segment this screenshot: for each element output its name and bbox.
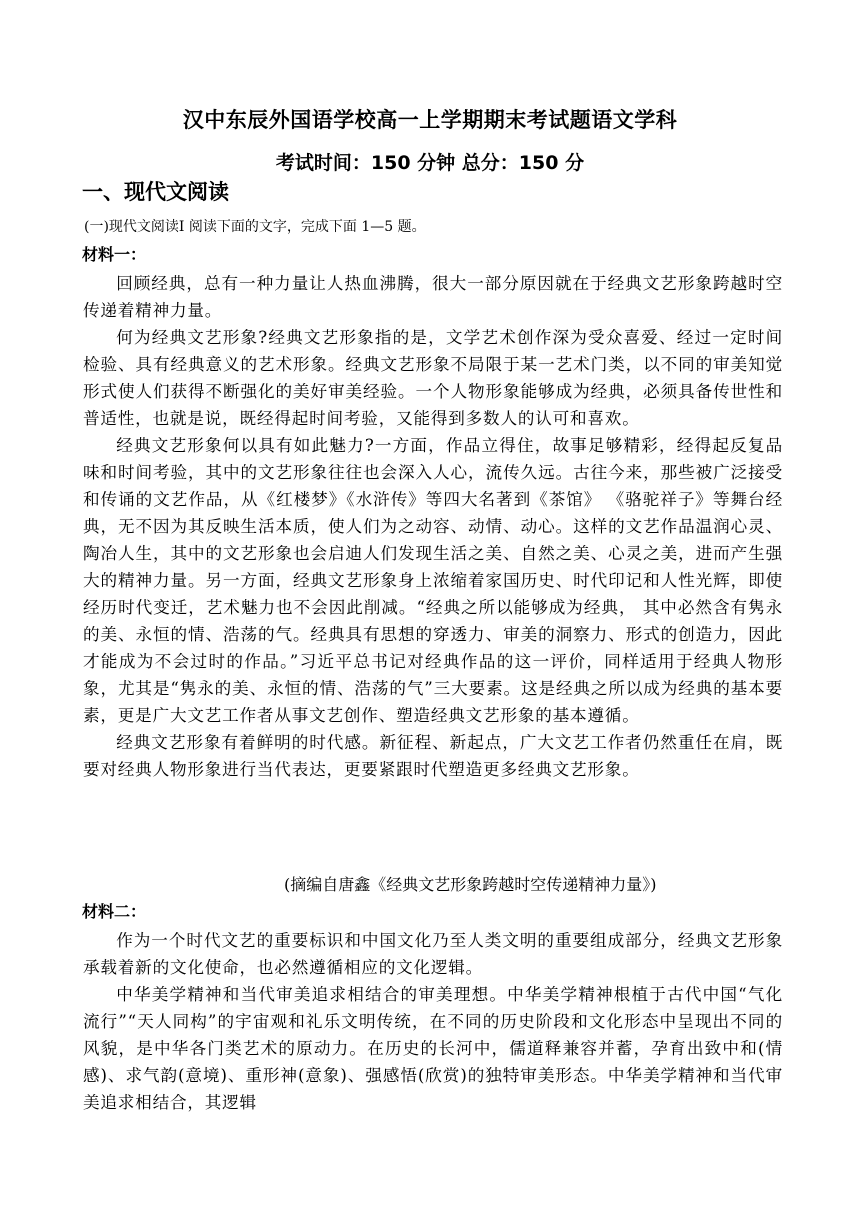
section-heading: 一、现代文阅读 bbox=[82, 180, 229, 204]
material-two-heading: 材料二： bbox=[82, 902, 147, 921]
reading-instruction: (一)现代文阅读Ⅰ 阅读下面的文字，完成下面 1—5 题。 bbox=[84, 219, 426, 235]
material-two-body bbox=[83, 927, 783, 1116]
material-one-source: (摘编自唐鑫《经典文艺形象跨越时空传递精神力量》) bbox=[284, 875, 657, 894]
material-one-body bbox=[83, 270, 783, 783]
paragraph: 回顾经典，总有一种力量让人热血沸腾，很大一部分原因就在于经典文艺形象跨越时空传递着精神力量。 bbox=[83, 274, 783, 320]
material-one-heading: 材料一： bbox=[82, 245, 147, 264]
paragraph: 中华美学精神和当代审美追求相结合的审美理想。中华美学精神根植于古代中国“气化流行”“天人同构”的宇宙观和礼乐文明传统，在不同的历史阶段和文化形态中呈现出不同的风貌，是中华各门类艺术的原动力。在历史的长河中，儒道释兼容并蓄，孕育出致中和(情感)、求气韵(意境)、重形神(意象)、强感悟(欣赏)的独特审美形态。中华美学精神和当代审美追求相结合，其逻辑 bbox=[83, 985, 783, 1112]
exam-subtitle: 考试时间：150 分钟 总分：150 分 bbox=[275, 152, 585, 174]
paragraph: 经典文艺形象有着鲜明的时代感。新征程、新起点，广大文艺工作者仍然重任在肩，既要对经典人物形象进行当代表达，更要紧跟时代塑造更多经典文艺形象。 bbox=[83, 733, 783, 779]
paragraph: 何为经典文艺形象?经典文艺形象指的是，文学艺术创作深为受众喜爱、经过一定时间检验、具有经典意义的艺术形象。经典文艺形象不局限于某一艺术门类，以不同的审美知觉形式使人们获得不断强化的美好审美经验。一个人物形象能够成为经典，必须具备传世性和普适性，也就是说，既经得起时间考验，又能得到多数人的认可和喜欢。 bbox=[83, 328, 783, 428]
paragraph: 经典文艺形象何以具有如此魅力?一方面，作品立得住，故事足够精彩，经得起反复品味和时间考验，其中的文艺形象往往也会深入人心，流传久远。古往今来，那些被广泛接受和传诵的文艺作品，从《红楼梦》《水浒传》等四大名著到《茶馆》 《骆驼祥子》等舞台经典，无不因为其反映生活本质，使人们为之动容、动情、动心。这样的文艺作品温润心灵、陶冶人生，其中的文艺形象也会启迪人们发现生活之美、自然之美、心灵之美，进而产生强大的精神力量。另一方面，经典文艺形象身上浓缩着家国历史、时代印记和人性光辉，即使经历时代变迁，艺术魅力也不会因此削减。“经典之所以能够成为经典， 其中必然含有隽永的美、永恒的情、浩荡的气。经典具有思想的穿透力、审美的洞察力、形式的创造力，因此才能成为不会过时的作品。”习近平总书记对经典作品的这一评价，同样适用于经典人物形象，尤其是“隽永的美、永恒的情、浩荡的气”三大要素。这是经典之所以成为经典的基本要素，更是广大文艺工作者从事文艺创作、塑造经典文艺形象的基本遵循。 bbox=[83, 436, 783, 725]
paragraph: 作为一个时代文艺的重要标识和中国文化乃至人类文明的重要组成部分，经典文艺形象承载着新的文化使命，也必然遵循相应的文化逻辑。 bbox=[83, 931, 783, 977]
exam-title: 汉中东辰外国语学校高一上学期期末考试题语文学科 bbox=[182, 108, 678, 132]
